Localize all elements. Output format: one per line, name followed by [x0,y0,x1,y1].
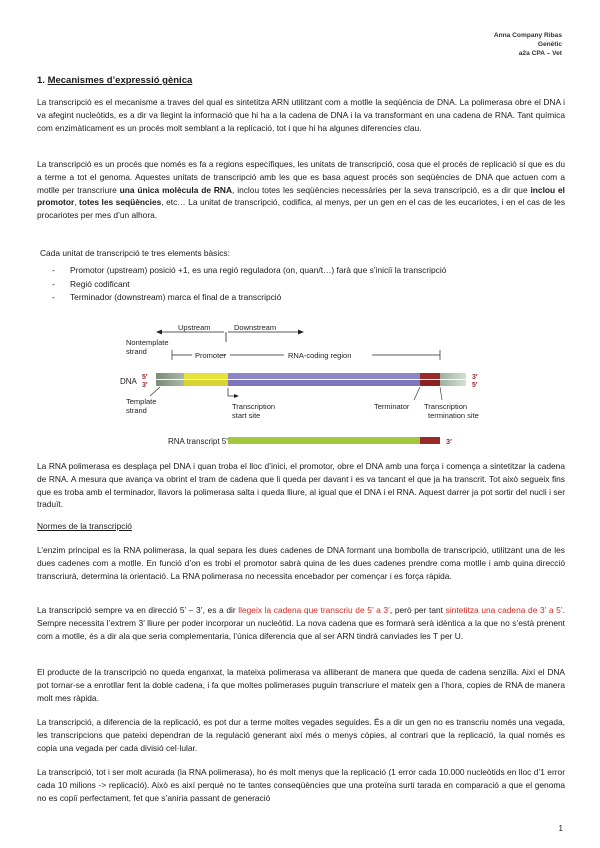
section-title: Mecanismes d’expressió gènica [47,75,193,86]
emphasis: una única molècula de RNA [119,184,233,195]
subheading-rules: Normes de la transcripció [37,521,132,531]
dna-downstream-segment [440,380,466,386]
paragraph-product: El producte de la transcripció no queda enganxat, la mateixa polimerasa va alliberant de manera que queda de cadena senzilla. Així el DNA pot tornar-se a enrotllar fent la doble cadena, i fa que moltes polimerases puguin transcriure el mateix gen a l’hora, copies de RNA de manera molt mes ràpida. [37,667,565,703]
transcription-unit-figure [120,320,492,448]
dna-upstream-segment [156,373,184,379]
promoter-segment [184,380,228,386]
highlight: sintetitza una cadena de 3’ a 5’ [445,605,563,615]
tts-label-line1: Transcription [424,402,468,411]
coding-region-label: RNA-coding region [288,351,352,360]
coding-segment [228,373,420,379]
text: , [74,197,80,208]
template-label: Template [126,397,157,406]
rna-coding-segment [228,437,420,444]
text: , etc… La unitat de transcripció, codifica, al menys, per un gen en el cas de les eucariotes, i en el cas de les procariotes per mes d’un alhora. [37,197,566,221]
list-item: - Regió codificant [52,278,446,292]
author-name: Anna Company Ribas [493,32,562,39]
dna-label: DNA [120,377,137,386]
course-name: a2a CPA – Vet [518,50,562,57]
list-item: - Promotor (upstream) posició +1, es una regió reguladora (on, quan/t…) farà que s’iniciï la transcripció [52,264,446,278]
page-header [494,31,562,58]
promoter-segment [184,373,228,379]
terminator-label: Terminator [374,402,410,411]
five-prime-top: 5′ [142,374,148,381]
nontemplate-strand-label: strand [126,347,147,356]
section-heading [37,75,192,86]
three-prime-bottom: 3′ [142,382,148,389]
rna-terminator-segment [420,437,440,444]
terminator-segment [420,380,440,386]
emphasis: totes les seqüències [79,197,162,208]
coding-segment [228,380,420,386]
text: . Sempre necessita l’extrem 3’ lliure per poder incorporar un nucleòtid. La nova cadena que es formarà serà idèntica a la que no s’està prenent com a motlle, és a dir ala que seria complementaria, l’única diferencia que al ser ARN tindrà canviades les T per U. [37,605,565,641]
text: La transcripció es un procés que només es fa a regions específiques, les unitats de transcripció, cosa que el procés de replicació sí que es du a terme a tot el genoma. Aquestes unitats de transcripció amb les que es basa aquest procés son seqüències de DNA que actuen com a motlle per transcriure [37,159,565,195]
nontemplate-label: Nontemplate [126,338,169,347]
tss-label-line1: Transcription [232,402,276,411]
three-prime-top: 3′ [472,374,478,381]
text: , però per tant [389,605,446,615]
dna-upstream-segment [156,380,184,386]
highlight: llegeix la cadena que transcriu de 5’ a 3’ [238,605,390,615]
tts-label-line2: termination site [428,411,479,420]
text: La transcripció sempre va en direcció 5’ – 3’, es a dir [37,605,239,615]
paragraph-accuracy: La transcripció, tot i ser molt acurada (la RNA polimerasa), ho és molt menys que la replicació (1 error cada 10.000 nucleòtids en lloc d’1 error cada 10 milions -> replicació). Això es així perquè no te tantes conseqüències que una proteïna surti tarada en comparació a que el genoma no es copiï perfectament, fet que s’aniria passant de generació [37,767,565,803]
paragraph-intro: La transcripció es el mecanisme a traves del qual es sintetitza ARN utilitzant com a motlle la seqüència de DNA. La polimerasa obre el DNA i va afegint nucleòtids, es a dir va llegint la informació que hi ha a la cadena de DNA i la va transformant en una cadena de RNA. Tant química com enzimàticament es un procés molt semblant a la replicació, tot i que hi ha algunes diferencies clau. [37,97,565,133]
paragraph-polymerase: La RNA polimerasa es desplaça pel DNA i quan troba el lloc d’inici, el promotor, obre el DNA amb una força i comença a sintetitzar la cadena de RNA. A mesura que avança va obrint el tram de cadena que li queda per davant i es va tancant el que ja ha transcrit. Tot això segueix fins que es troba amb el terminador, llavors la polimerasa salta i queda lliure, al igual que el DNA i el RNA. Aquest darrer ja pot sortir del nucli i ser traduït. [37,461,565,510]
subject-name: Genètic [537,41,562,48]
template-strand-label: strand [126,406,147,415]
rna-transcript-label: RNA transcript 5′ [168,437,228,446]
upstream-label: Upstream [178,323,211,332]
paragraph-repetition: La transcripció, a diferencia de la replicació, es pot dur a terme moltes vegades seguides. És a dir un gen no es transcriu només una vegada, les transcripcions que pateixi dependran de la regulació generant així més o menys còpies, al contrari que la replicació, la qual només es copia una vegada per cada divisió cel·lular. [37,717,565,753]
elements-list [52,264,446,305]
paragraph-direction [37,604,565,642]
list-item: - Terminador (downstream) marca el final de a transcripció [52,291,446,305]
text: , inclou totes les seqüències necessàries per la seva transcripció, es a dir que [232,184,531,195]
emphasis: inclou el promotor [37,184,565,208]
section-number: 1. [37,75,45,86]
five-prime-bottom: 5′ [472,382,478,389]
paragraph-elements-intro: Cada unitat de transcripció te tres elements bàsics: [40,248,230,258]
dna-downstream-segment [440,373,466,379]
promoter-label: Promoter [195,351,226,360]
downstream-label: Downstream [234,323,277,332]
rna-three-prime: 3′ [446,437,452,446]
page-number: 1 [558,824,563,833]
tss-label-line2: start site [232,411,261,420]
paragraph-enzyme: L’enzim principal es la RNA polimerasa, la qual separa les dues cadenes de DNA formant una bombolla de transcripció, utilitzant una de les dues cadenes com a motlle. En funció d’on es trobi el promotor sabrà quina de les dues cadenes prendre coma motlle i amb quina direcció transcriurà, determina la orientació. La RNA polimerasa no necessita encebador per començar i es força ràpida. [37,545,565,581]
paragraph-units [37,158,565,222]
terminator-segment [420,373,440,379]
